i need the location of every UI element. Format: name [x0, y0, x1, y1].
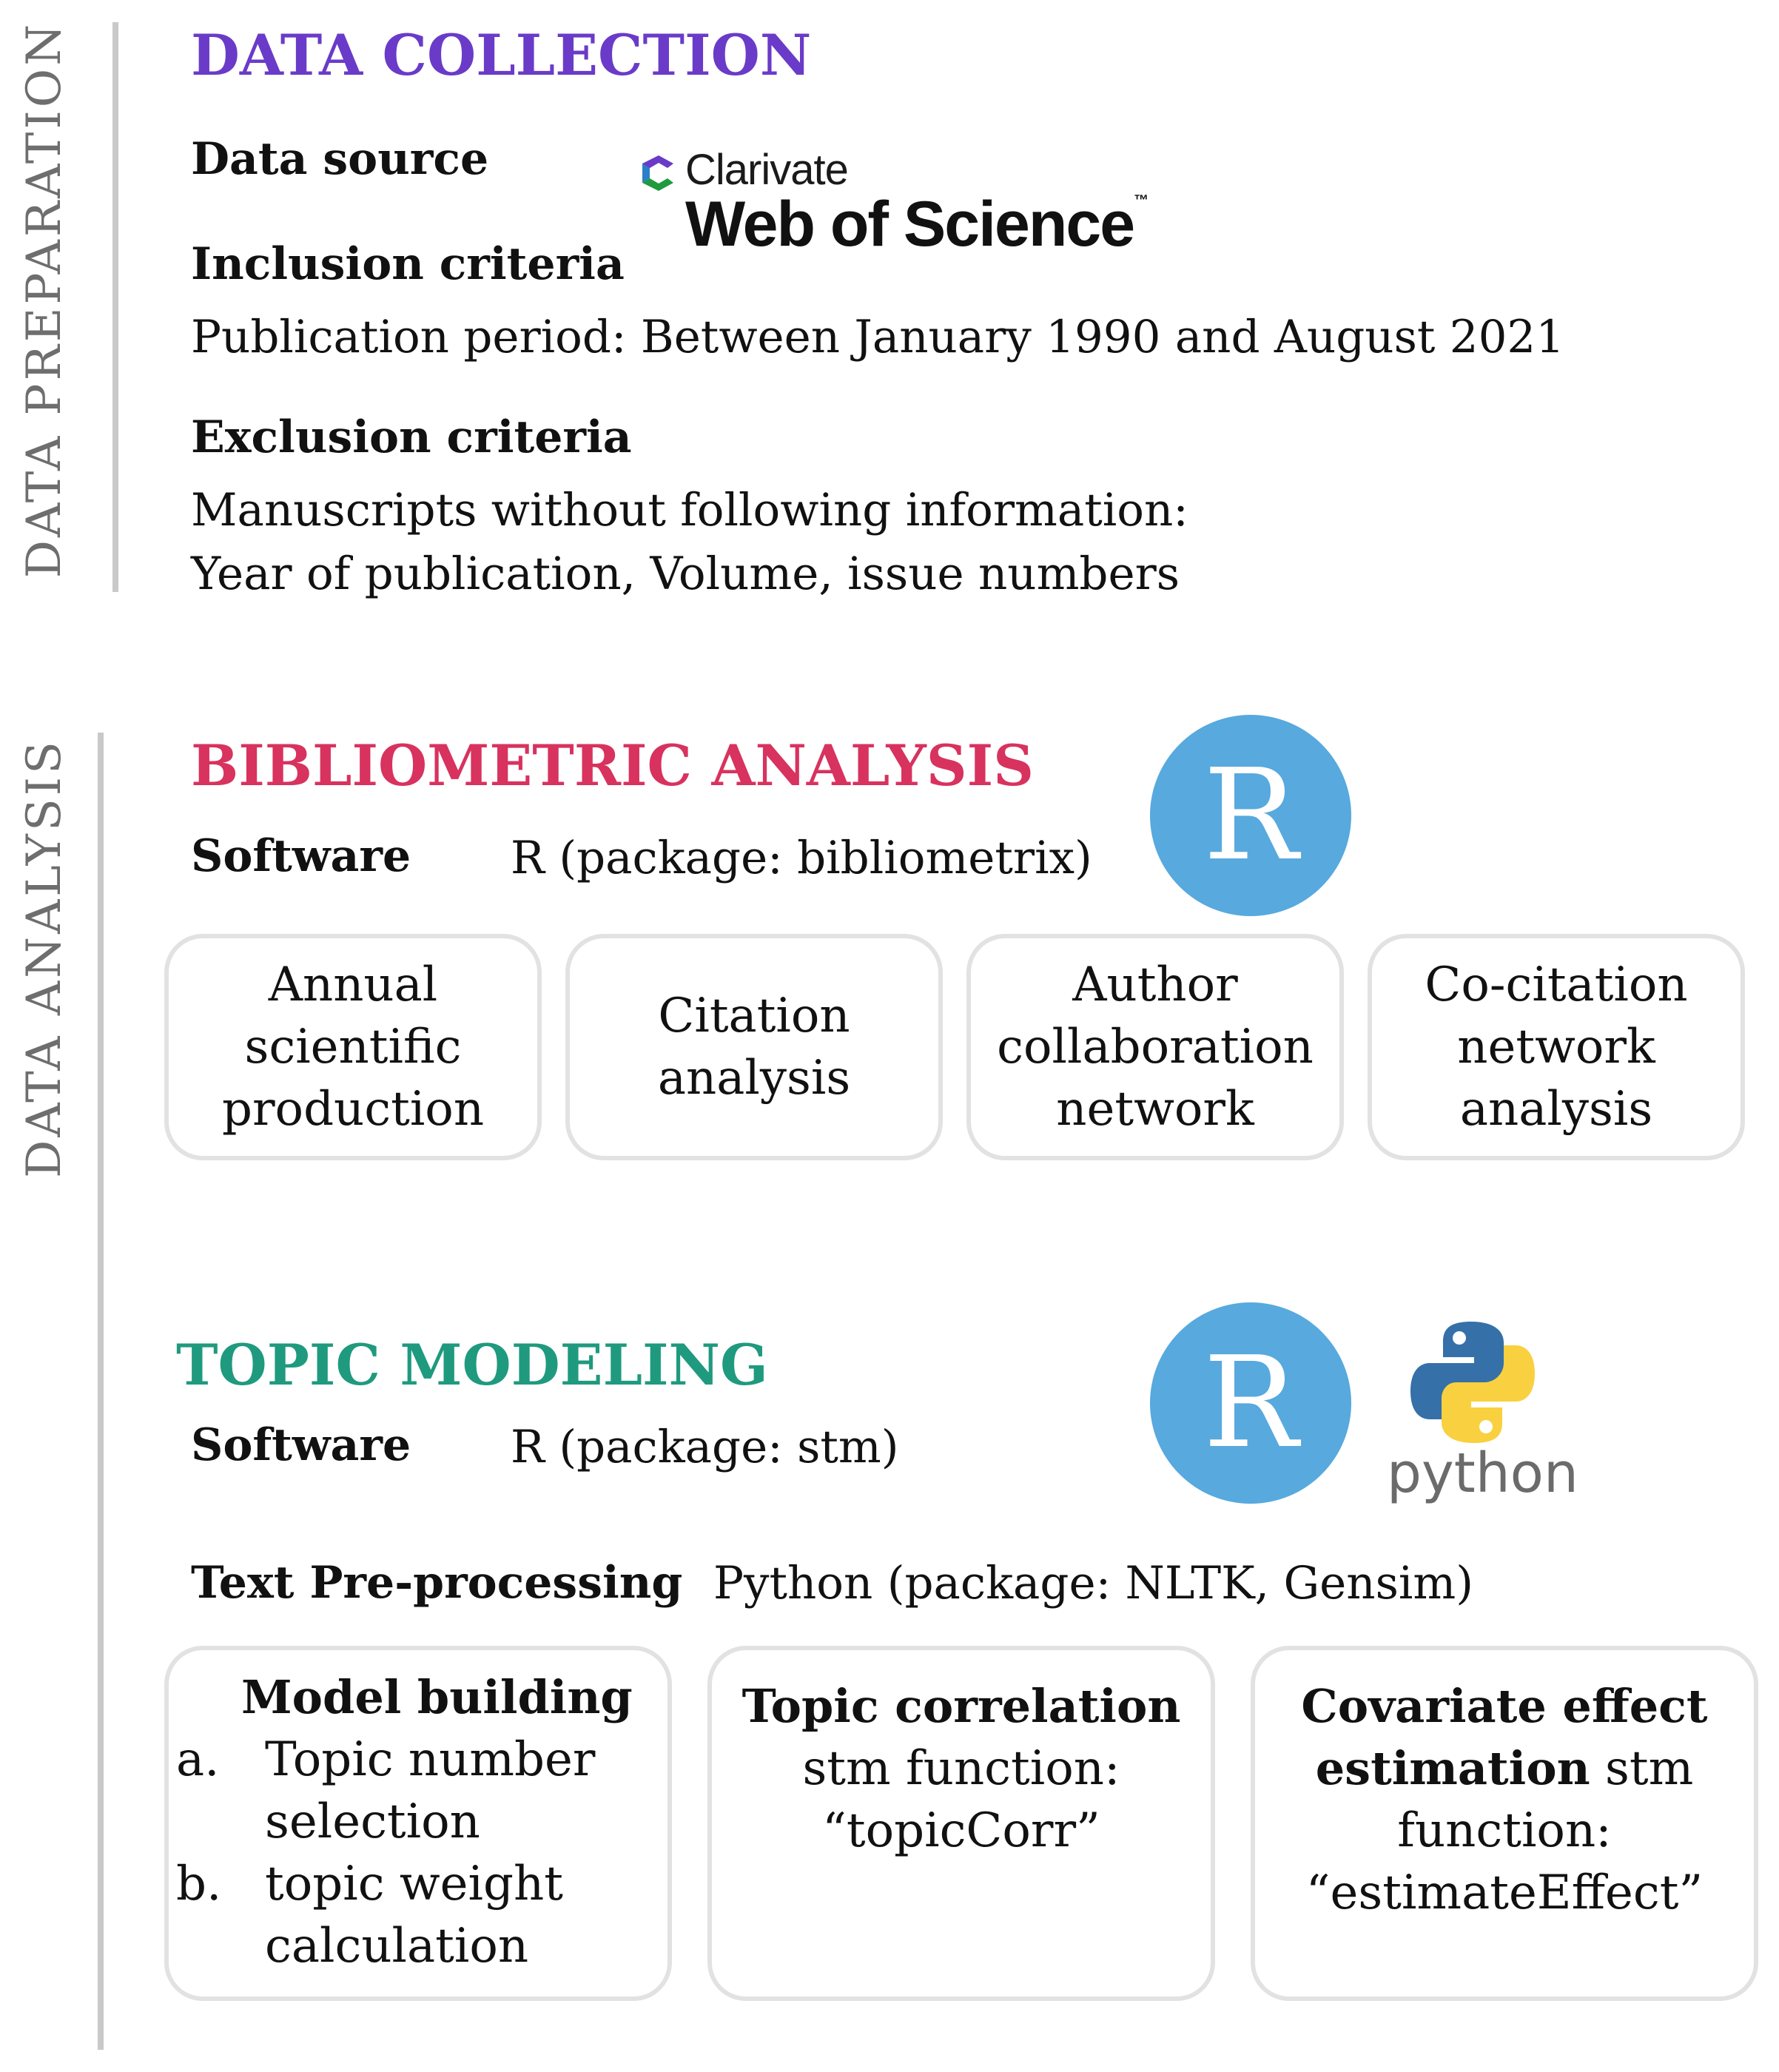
box-line: analysis: [657, 1051, 851, 1106]
text-preprocessing-value: Python (package: NLTK, Gensim): [713, 1557, 1474, 1610]
data-analysis-side-label: DATA ANALYSIS: [17, 739, 72, 1178]
box-line: Citation: [658, 989, 850, 1043]
data-analysis-rule: [98, 733, 104, 2050]
topic-correlation-line-2: “topicCorr”: [822, 1803, 1100, 1858]
trademark-symbol: ™: [1134, 192, 1148, 209]
data-preparation-rule: [112, 22, 118, 592]
box-line: analysis: [1459, 1082, 1653, 1137]
author-collaboration-network-text: [997, 954, 1314, 1140]
topic-correlation-title: Topic correlation: [741, 1679, 1181, 1733]
topic-correlation-text: [742, 1675, 1181, 1862]
model-building-a-line-1: Topic number: [265, 1732, 596, 1787]
text-preprocessing-label: Text Pre-processing: [191, 1557, 683, 1609]
topic-correlation-box: [707, 1646, 1215, 2001]
topic-correlation-line-1: stm function:: [802, 1741, 1120, 1796]
box-line: Co-citation: [1425, 958, 1688, 1012]
r-logo-icon: R: [1150, 1302, 1351, 1504]
covariate-effect-line-2: [1301, 1738, 1707, 1800]
co-citation-network-analysis-box: [1368, 934, 1745, 1160]
estimation-bold-word: estimation: [1315, 1741, 1590, 1795]
model-building-b-line-2: calculation: [265, 1919, 529, 1974]
covariate-effect-title: Covariate effect: [1301, 1679, 1708, 1733]
bibliometric-software-label: Software: [191, 830, 411, 882]
box-line: collaboration: [997, 1020, 1314, 1074]
author-collaboration-network-box: [966, 934, 1344, 1160]
topic-software-label: Software: [191, 1419, 411, 1471]
exclusion-criteria-line-1: Manuscripts without following information:: [191, 484, 1188, 536]
inclusion-criteria-text: Publication period: Between January 1990 and August 2021: [191, 311, 1565, 363]
model-building-a-marker: a.: [176, 1732, 220, 1787]
exclusion-criteria-label: Exclusion criteria: [191, 411, 632, 463]
inclusion-criteria-label: Inclusion criteria: [191, 238, 625, 290]
model-building-a-line-2: selection: [265, 1794, 480, 1849]
model-building-b-marker: b.: [176, 1857, 222, 1911]
web-of-science-text: [685, 188, 1147, 261]
covariate-effect-box: [1251, 1646, 1758, 2001]
covariate-effect-text: [1301, 1675, 1707, 1924]
annual-scientific-production-box: [164, 934, 542, 1160]
covariate-effect-line-3: function:: [1397, 1803, 1612, 1858]
r-logo-icon: R: [1150, 715, 1351, 916]
bibliometric-software-value: R (package: bibliometrix): [511, 832, 1092, 884]
box-line: network: [1457, 1020, 1655, 1074]
estimation-rest: stm: [1590, 1741, 1694, 1796]
box-line: network: [1056, 1082, 1254, 1137]
topic-modeling-title: TOPIC MODELING: [176, 1332, 768, 1398]
data-source-label: Data source: [191, 133, 489, 185]
covariate-effect-line-4: “estimateEffect”: [1305, 1866, 1704, 1920]
clarivate-brand-text: Clarivate: [685, 146, 848, 194]
clarivate-mark-icon: [635, 149, 682, 197]
box-line: Author: [1072, 958, 1238, 1012]
data-preparation-side-label: DATA PREPARATION: [17, 21, 72, 579]
annual-scientific-production-text: [222, 954, 484, 1140]
web-of-science-product: Web of Science: [685, 189, 1134, 260]
model-building-box: [164, 1646, 672, 2001]
citation-analysis-text: [658, 985, 850, 1109]
exclusion-criteria-line-2: Year of publication, Volume, issue numbers: [191, 548, 1180, 600]
co-citation-network-analysis-text: [1425, 954, 1687, 1140]
box-line: production: [221, 1082, 485, 1137]
box-line: Annual: [268, 958, 438, 1012]
python-wordmark: python: [1387, 1442, 1578, 1505]
citation-analysis-box: [565, 934, 943, 1160]
python-logo-icon: [1408, 1317, 1538, 1447]
bibliometric-analysis-title: BIBLIOMETRIC ANALYSIS: [191, 733, 1035, 798]
web-of-science-logo: [629, 141, 1162, 266]
model-building-b-line-1: topic weight: [265, 1857, 563, 1911]
model-building-title: Model building: [241, 1670, 633, 1724]
data-collection-title: DATA COLLECTION: [191, 22, 812, 88]
topic-software-value: R (package: stm): [511, 1421, 899, 1473]
box-line: scientific: [244, 1020, 462, 1074]
